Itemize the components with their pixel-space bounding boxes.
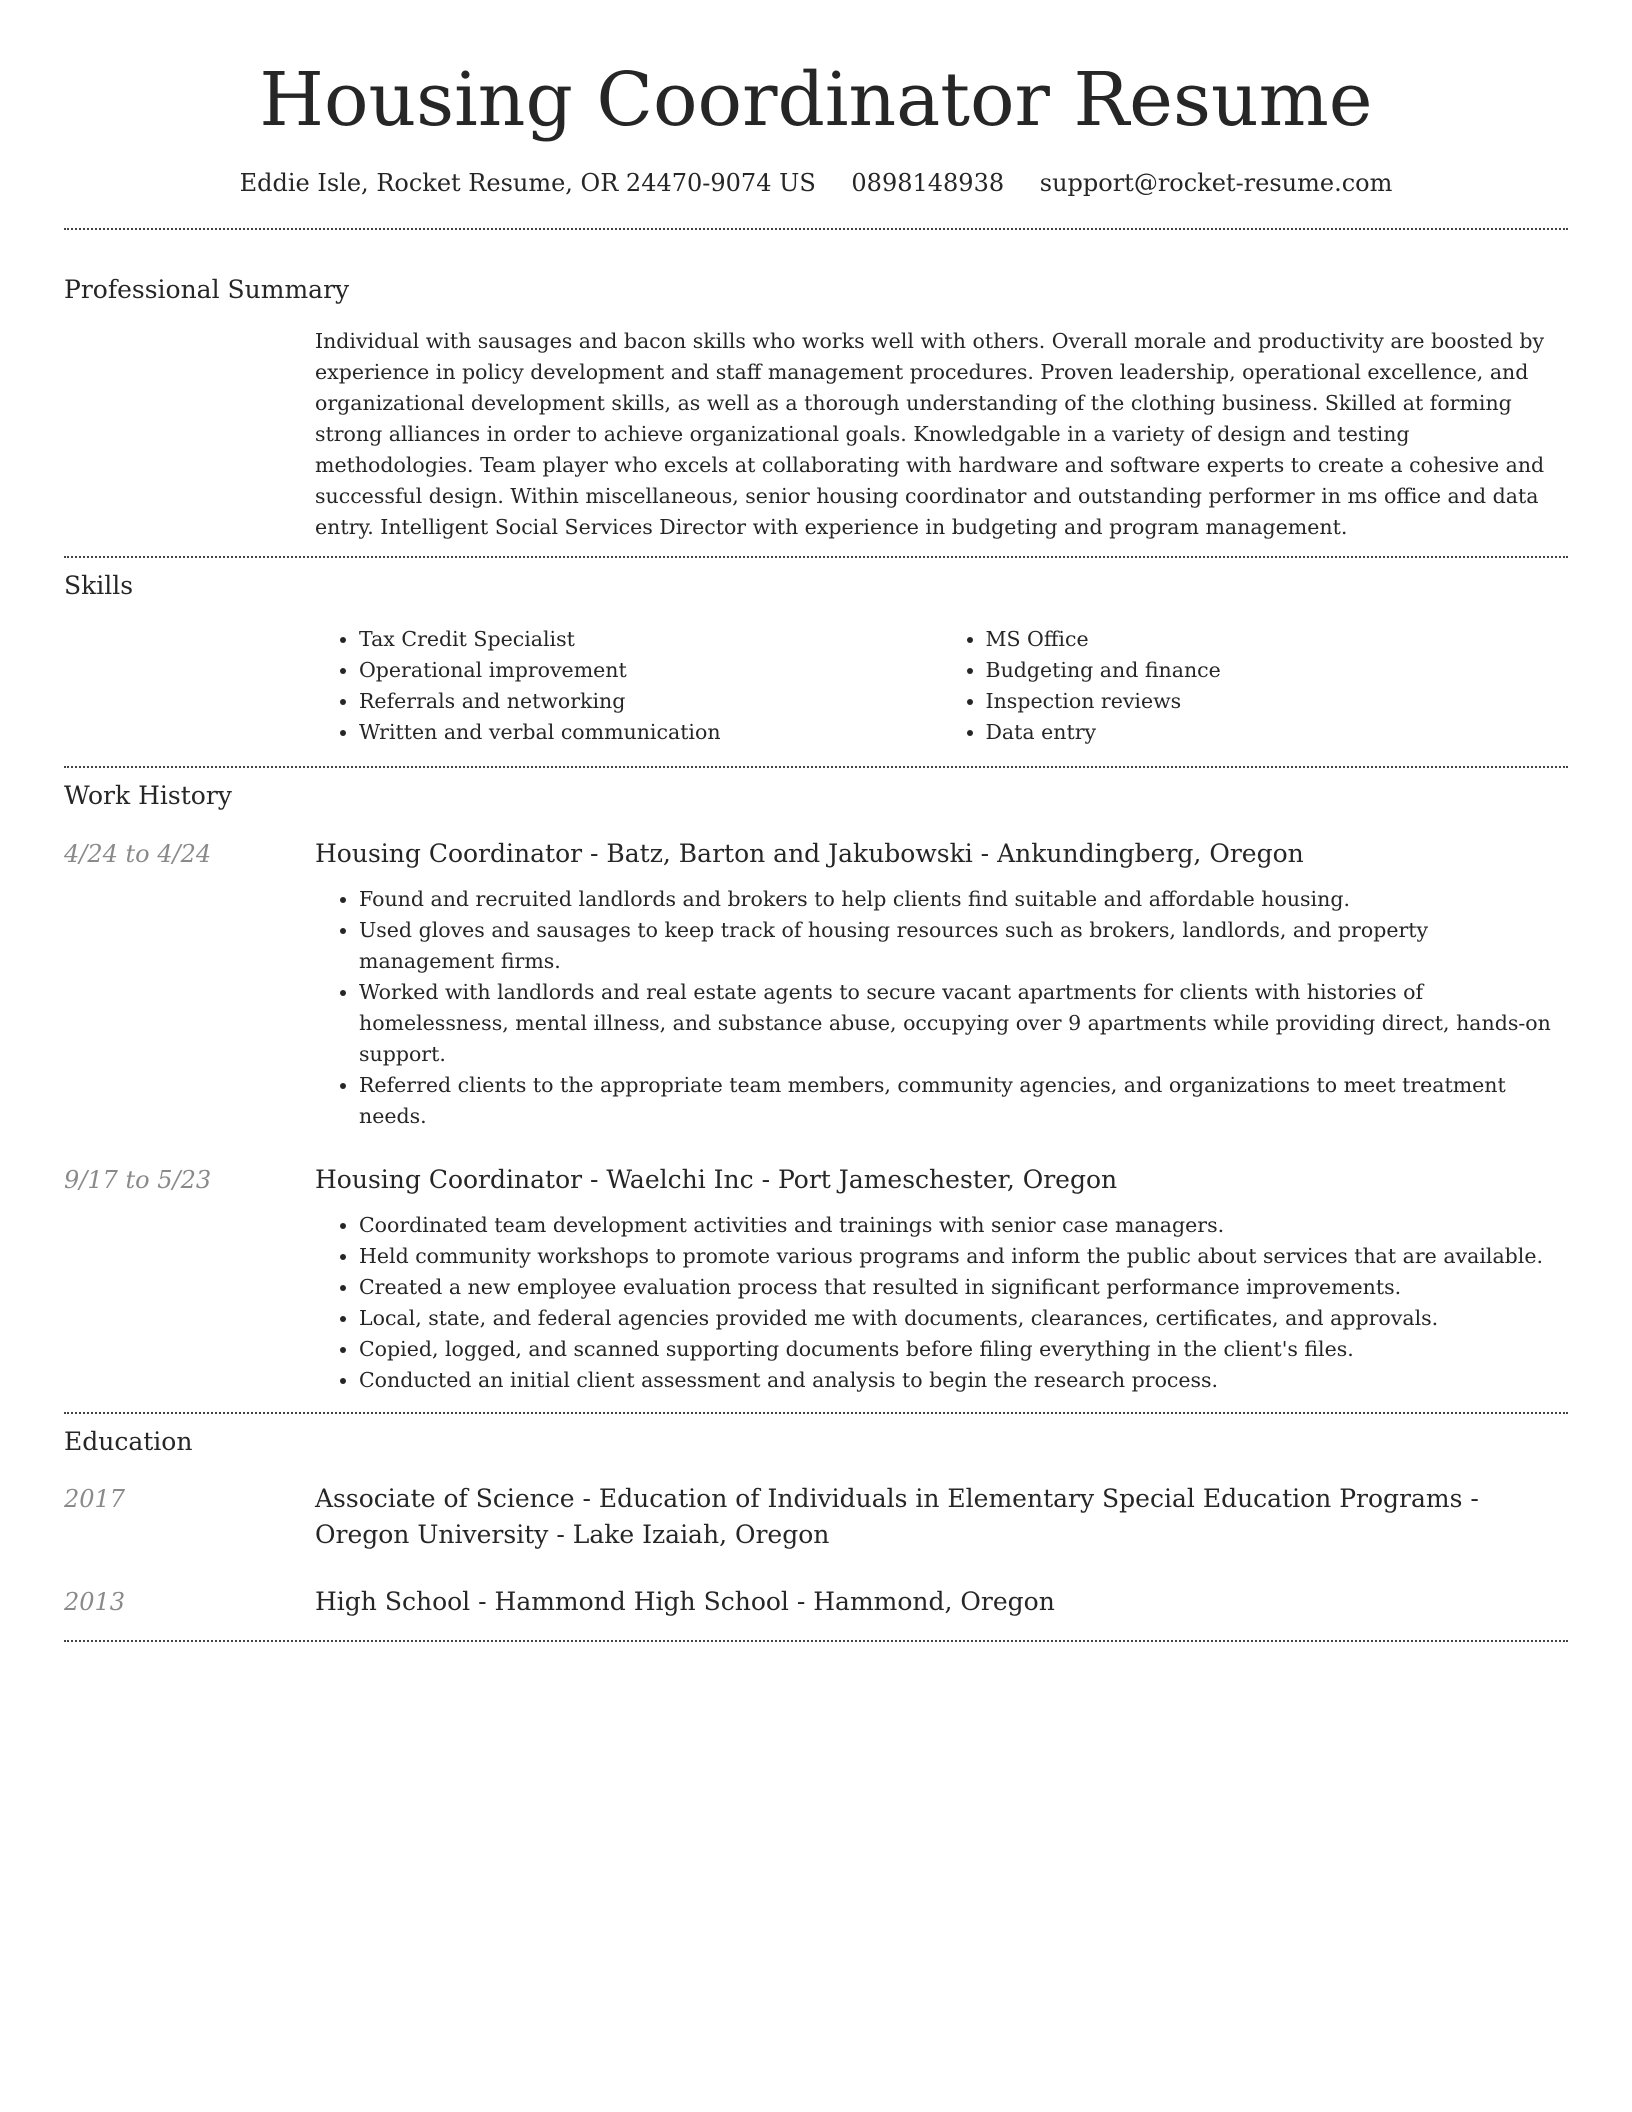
job-bullets <box>315 1210 1568 1396</box>
section-title-skills: Skills <box>64 571 134 600</box>
skill-item: • Tax Credit Specialist <box>359 624 942 655</box>
job-bullet: • Used gloves and sausages to keep track of housing resources such as brokers, landlords, and property management firms. <box>359 915 1568 977</box>
job-entry <box>64 836 1568 872</box>
summary-text: Individual with sausages and bacon skills who works well with others. Overall morale and productivity are boosted by experience in policy development and staff management procedures. Proven leadership, operational excellence, and organizational development skills, as well as a thorough understanding of the clothing business. Skilled at forming strong alliances in order to achieve organizational goals. Knowledgable in a variety of design and testing methodologies. Team player who excels at collaborating with hardware and software experts to create a cohesive and successful design. Within miscellaneous, senior housing coordinator and outstanding performer in ms office and data entry. Intelligent Social Services Director with experience in budgeting and program management. <box>315 329 1545 539</box>
job-bullet: • Local, state, and federal agencies provided me with documents, clearances, certificates, and approvals. <box>359 1303 1568 1334</box>
job-bullet: • Copied, logged, and scanned supporting documents before filing everything in the client's files. <box>359 1334 1568 1365</box>
skill-item: • MS Office <box>986 624 1569 655</box>
job-dates: 9/17 to 5/23 <box>64 1166 212 1194</box>
contact-email: support@rocket-resume.com <box>1039 169 1393 197</box>
skill-item: • Budgeting and finance <box>986 655 1569 686</box>
resume-page <box>64 0 1568 1642</box>
contact-address: Eddie Isle, Rocket Resume, OR 24470-9074 US <box>239 169 816 197</box>
skills-column-right <box>942 624 1569 748</box>
section-title-work: Work History <box>64 781 232 810</box>
job-bullet: • Created a new employee evaluation process that resulted in significant performance improvements. <box>359 1272 1568 1303</box>
job-bullets <box>315 884 1568 1132</box>
skills-list <box>315 624 1568 748</box>
skill-item: • Data entry <box>986 717 1569 748</box>
skill-item: • Inspection reviews <box>986 686 1569 717</box>
contact-line <box>64 166 1568 200</box>
job-entry <box>64 1162 1568 1198</box>
education-detail: High School - Hammond High School - Hammond, Oregon <box>315 1587 1055 1616</box>
page-title: Housing Coordinator Resume <box>259 57 1373 143</box>
divider <box>64 1412 1568 1414</box>
education-year: 2017 <box>64 1485 126 1513</box>
job-bullet: • Conducted an initial client assessment and analysis to begin the research process. <box>359 1365 1568 1396</box>
job-title: Housing Coordinator - Batz, Barton and Jakubowski - Ankundingberg, Oregon <box>315 839 1304 868</box>
job-bullet: • Referred clients to the appropriate team members, community agencies, and organizations to meet treatment needs. <box>359 1070 1568 1132</box>
skills-column-left <box>315 624 942 748</box>
skill-item: • Referrals and networking <box>359 686 942 717</box>
section-title-education: Education <box>64 1427 193 1456</box>
contact-phone: 0898148938 <box>851 169 1005 197</box>
education-entry <box>64 1584 1568 1620</box>
job-dates: 4/24 to 4/24 <box>64 840 212 868</box>
job-bullet: • Worked with landlords and real estate agents to secure vacant apartments for clients with histories of homelessness, mental illness, and substance abuse, occupying over 9 apartments while providing direct, hands-on support. <box>359 977 1568 1070</box>
job-bullet: • Held community workshops to promote various programs and inform the public about services that are available. <box>359 1241 1568 1272</box>
job-title: Housing Coordinator - Waelchi Inc - Port Jameschester, Oregon <box>315 1165 1118 1194</box>
skill-item: • Written and verbal communication <box>359 717 942 748</box>
divider <box>64 766 1568 768</box>
education-entry <box>64 1481 1568 1553</box>
job-bullet: • Found and recruited landlords and brokers to help clients find suitable and affordable housing. <box>359 884 1568 915</box>
divider <box>64 228 1568 230</box>
education-year: 2013 <box>64 1588 126 1616</box>
summary-block <box>315 326 1568 543</box>
education-detail: Associate of Science - Education of Individuals in Elementary Special Education Programs - Oregon University - Lake Izaiah, Oregon <box>315 1484 1479 1549</box>
job-bullet: • Coordinated team development activities and trainings with senior case managers. <box>359 1210 1568 1241</box>
section-title-summary: Professional Summary <box>64 275 350 304</box>
skill-item: • Operational improvement <box>359 655 942 686</box>
divider <box>64 1640 1568 1642</box>
divider <box>64 556 1568 558</box>
